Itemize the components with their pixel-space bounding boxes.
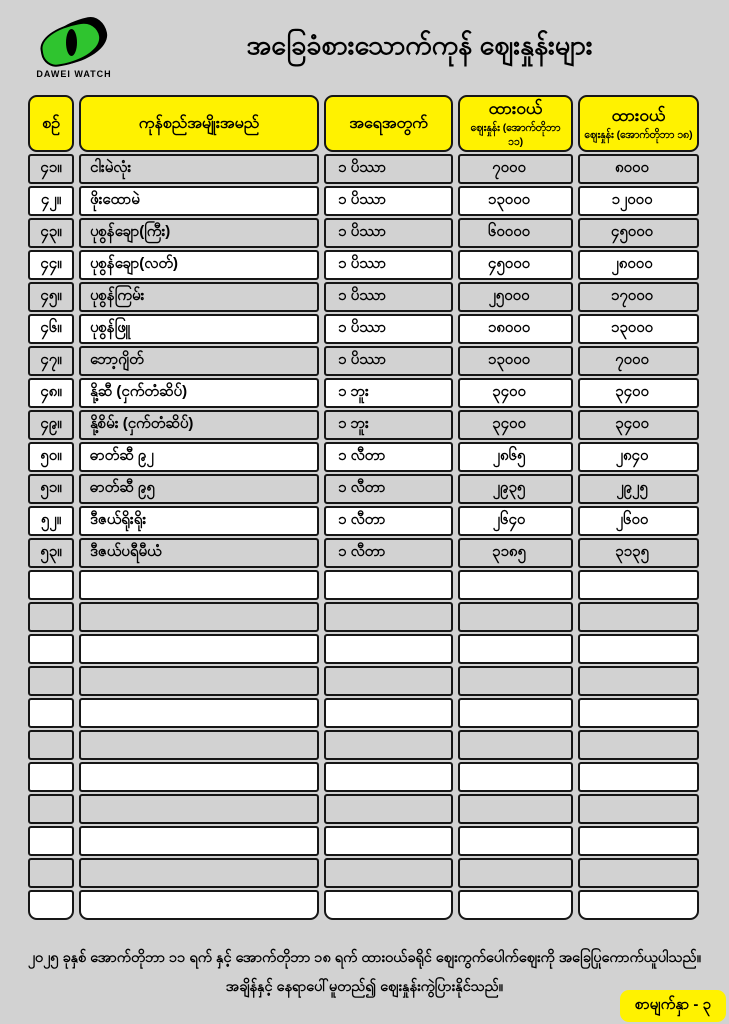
- cell-commodity-name: ပုစွန်ချော(လတ်): [79, 250, 319, 280]
- table-row: [28, 442, 699, 472]
- cell-serial: ၄၅။: [28, 282, 74, 312]
- cell-price-oct11: ၇၀၀၀: [458, 154, 573, 184]
- cell-serial: ၅၂။: [28, 506, 74, 536]
- table-row-empty: [28, 634, 699, 664]
- cell-price-oct11: ၃၁၈၅: [458, 538, 573, 568]
- cell-price-oct18: ၂၉၂၅: [578, 474, 699, 504]
- cell-price-oct11: ၃၄၀၀: [458, 410, 573, 440]
- cell-commodity-name: ဒီဇယ်ရိုးရိုး: [79, 506, 319, 536]
- empty-cell: [79, 858, 319, 888]
- cell-price-oct18: ၁၃၀၀၀: [578, 314, 699, 344]
- price-table: [23, 93, 704, 922]
- empty-cell: [458, 634, 573, 664]
- cell-price-oct18: ၁၂၀၀၀: [578, 186, 699, 216]
- cell-quantity: ၁ ပိဿာ: [324, 314, 453, 344]
- empty-cell: [458, 570, 573, 600]
- empty-cell: [28, 698, 74, 728]
- empty-cell: [79, 826, 319, 856]
- price-table-body: [28, 154, 699, 920]
- cell-quantity: ၁ ပိဿာ: [324, 346, 453, 376]
- empty-cell: [28, 730, 74, 760]
- header-price-oct18: [578, 95, 699, 152]
- table-row: [28, 474, 699, 504]
- cell-quantity: ၁ ပိဿာ: [324, 282, 453, 312]
- empty-cell: [28, 570, 74, 600]
- footer-note-line1: ၂၀၂၅ ခုနှစ် အောက်တိုဘာ ၁၁ ရက် နှင့် အောက်တိုဘာ ၁၈ ရက် ထားဝယ်ခရိုင် ဈေးကွက်ပေါက်ဈေးကို အခြေပြုကောက်ယူပါသည်။: [27, 950, 702, 966]
- cell-price-oct11: ၂၆၄၀: [458, 506, 573, 536]
- page-number-badge: စာမျက်နှာ - ၃: [620, 990, 726, 1022]
- footer-note-line2: အချိန်နှင့် နေရာပေါ်မူတည်၍ ဈေးနှုန်းကွဲပြားနိုင်သည်။: [225, 979, 504, 995]
- cell-price-oct11: ၂၅၀၀၀: [458, 282, 573, 312]
- cell-quantity: ၁ လီတာ: [324, 474, 453, 504]
- empty-cell: [458, 666, 573, 696]
- cell-price-oct18: ၃၄၀၀: [578, 410, 699, 440]
- cell-commodity-name: ဓာတ်ဆီ ၉၅: [79, 474, 319, 504]
- cell-price-oct11: ၁၃၀၀၀: [458, 346, 573, 376]
- cell-price-oct18: ၁၇၀၀၀: [578, 282, 699, 312]
- table-row-empty: [28, 762, 699, 792]
- cell-quantity: ၁ လီတာ: [324, 506, 453, 536]
- empty-cell: [324, 698, 453, 728]
- table-row-empty: [28, 602, 699, 632]
- cell-commodity-name: ငါးမဲလုံး: [79, 154, 319, 184]
- table-row-empty: [28, 570, 699, 600]
- header-serial: စဉ်: [28, 95, 74, 152]
- empty-cell: [79, 794, 319, 824]
- cell-price-oct18: ၃၄၀၀: [578, 378, 699, 408]
- cell-serial: ၄၁။: [28, 154, 74, 184]
- table-row: [28, 282, 699, 312]
- empty-cell: [324, 762, 453, 792]
- table-row: [28, 378, 699, 408]
- table-row-empty: [28, 698, 699, 728]
- cell-price-oct18: ၇၀၀၀: [578, 346, 699, 376]
- cell-price-oct11: ၁၃၀၀၀: [458, 186, 573, 216]
- cell-serial: ၄၇။: [28, 346, 74, 376]
- cell-commodity-name: ဒီဇယ်ပရီမီယံ: [79, 538, 319, 568]
- header-price-oct11-title: ထားဝယ်: [488, 98, 543, 118]
- cell-quantity: ၁ ပိဿာ: [324, 218, 453, 248]
- cell-serial: ၄၄။: [28, 250, 74, 280]
- empty-cell: [28, 666, 74, 696]
- cell-serial: ၄၈။: [28, 378, 74, 408]
- empty-cell: [324, 666, 453, 696]
- header-quantity: အရေအတွက်: [324, 95, 453, 152]
- empty-cell: [458, 890, 573, 920]
- empty-cell: [79, 762, 319, 792]
- empty-cell: [28, 858, 74, 888]
- empty-cell: [578, 794, 699, 824]
- empty-cell: [28, 826, 74, 856]
- cat-eye-icon: [38, 20, 110, 66]
- empty-cell: [458, 730, 573, 760]
- cell-quantity: ၁ လီတာ: [324, 442, 453, 472]
- table-row: [28, 186, 699, 216]
- cell-price-oct11: ၂၉၃၅: [458, 474, 573, 504]
- table-row: [28, 346, 699, 376]
- footer-note: [0, 944, 729, 1002]
- cell-quantity: ၁ ပိဿာ: [324, 250, 453, 280]
- cell-commodity-name: ဘော့ဂျိတ်: [79, 346, 319, 376]
- empty-cell: [28, 794, 74, 824]
- header-price-oct18-title: ထားဝယ်: [611, 105, 666, 125]
- cell-price-oct11: ၄၅၀၀၀: [458, 250, 573, 280]
- cell-price-oct18: ၂၆၀၀: [578, 506, 699, 536]
- empty-cell: [458, 826, 573, 856]
- empty-cell: [79, 570, 319, 600]
- cell-price-oct18: ၂၈၀၀၀: [578, 250, 699, 280]
- cell-serial: ၅၃။: [28, 538, 74, 568]
- header-price-oct11: [458, 95, 573, 152]
- empty-cell: [324, 826, 453, 856]
- empty-cell: [458, 794, 573, 824]
- table-row: [28, 154, 699, 184]
- empty-cell: [79, 730, 319, 760]
- empty-cell: [578, 602, 699, 632]
- empty-cell: [79, 698, 319, 728]
- cell-commodity-name: ပုစွန်ချော(ကြီး): [79, 218, 319, 248]
- header-row: [28, 95, 699, 152]
- cell-price-oct18: ၈၀၀၀: [578, 154, 699, 184]
- empty-cell: [324, 890, 453, 920]
- cell-serial: ၅၁။: [28, 474, 74, 504]
- empty-cell: [79, 634, 319, 664]
- table-row-empty: [28, 666, 699, 696]
- cell-price-oct11: ၁၈၀၀၀: [458, 314, 573, 344]
- empty-cell: [578, 634, 699, 664]
- empty-cell: [28, 890, 74, 920]
- table-row: [28, 218, 699, 248]
- cell-serial: ၄၃။: [28, 218, 74, 248]
- empty-cell: [578, 666, 699, 696]
- empty-cell: [324, 794, 453, 824]
- table-row: [28, 410, 699, 440]
- cell-price-oct11: ၆၀၀၀၀: [458, 218, 573, 248]
- logo-text: DAWEI WATCH: [36, 69, 112, 79]
- empty-cell: [79, 666, 319, 696]
- header-price-oct18-subtitle: ဈေးနှုန်း (အောက်တိုဘာ ၁၈): [584, 128, 693, 141]
- table-row: [28, 538, 699, 568]
- cell-quantity: ၁ လီတာ: [324, 538, 453, 568]
- cell-commodity-name: ပုစွန်ဖြူ: [79, 314, 319, 344]
- page-title: အခြေခံစားသောက်ကုန် ဈေးနှုန်းများ: [246, 30, 593, 60]
- table-row: [28, 506, 699, 536]
- cell-quantity: ၁ ဘူး: [324, 378, 453, 408]
- table-row: [28, 314, 699, 344]
- empty-cell: [578, 762, 699, 792]
- empty-cell: [578, 730, 699, 760]
- cell-commodity-name: ပုစွန်ကြမ်း: [79, 282, 319, 312]
- empty-cell: [28, 602, 74, 632]
- cell-serial: ၄၆။: [28, 314, 74, 344]
- empty-cell: [79, 602, 319, 632]
- empty-cell: [578, 858, 699, 888]
- cell-price-oct11: ၃၄၀၀: [458, 378, 573, 408]
- table-row: [28, 250, 699, 280]
- dawei-watch-logo: [32, 20, 116, 79]
- table-row-empty: [28, 794, 699, 824]
- table-row-empty: [28, 890, 699, 920]
- table-row-empty: [28, 826, 699, 856]
- cell-serial: ၄၂။: [28, 186, 74, 216]
- cell-quantity: ၁ ပိဿာ: [324, 154, 453, 184]
- header-commodity-name: ကုန်စည်အမျိုးအမည်: [79, 95, 319, 152]
- empty-cell: [324, 602, 453, 632]
- cell-serial: ၄၉။: [28, 410, 74, 440]
- empty-cell: [79, 890, 319, 920]
- empty-cell: [458, 858, 573, 888]
- header-price-oct11-subtitle: ဈေးနှုန်း (အောက်တိုဘာ ၁၁): [470, 121, 561, 148]
- cell-quantity: ၁ ပိဿာ: [324, 186, 453, 216]
- empty-cell: [324, 570, 453, 600]
- empty-cell: [578, 890, 699, 920]
- empty-cell: [28, 762, 74, 792]
- cell-serial: ၅၀။: [28, 442, 74, 472]
- empty-cell: [324, 634, 453, 664]
- empty-cell: [458, 762, 573, 792]
- table-row-empty: [28, 730, 699, 760]
- empty-cell: [324, 858, 453, 888]
- empty-cell: [458, 698, 573, 728]
- cell-quantity: ၁ ဘူး: [324, 410, 453, 440]
- cell-commodity-name: နို့ဆီ (ငှက်တံဆိပ်): [79, 378, 319, 408]
- cell-price-oct18: ၃၁၃၅: [578, 538, 699, 568]
- table-row-empty: [28, 858, 699, 888]
- cell-price-oct18: ၄၅၀၀၀: [578, 218, 699, 248]
- empty-cell: [578, 570, 699, 600]
- cell-commodity-name: ဓာတ်ဆီ ၉၂: [79, 442, 319, 472]
- empty-cell: [578, 698, 699, 728]
- cell-commodity-name: နို့စိမ်း (ငှက်တံဆိပ်): [79, 410, 319, 440]
- empty-cell: [28, 634, 74, 664]
- empty-cell: [458, 602, 573, 632]
- price-table-header: [28, 95, 699, 152]
- empty-cell: [324, 730, 453, 760]
- cell-price-oct11: ၂၈၆၅: [458, 442, 573, 472]
- empty-cell: [578, 826, 699, 856]
- cell-price-oct18: ၂၈၄၀: [578, 442, 699, 472]
- eye-pupil-shape: [66, 29, 77, 56]
- cell-commodity-name: ဖိုးထောမဲ: [79, 186, 319, 216]
